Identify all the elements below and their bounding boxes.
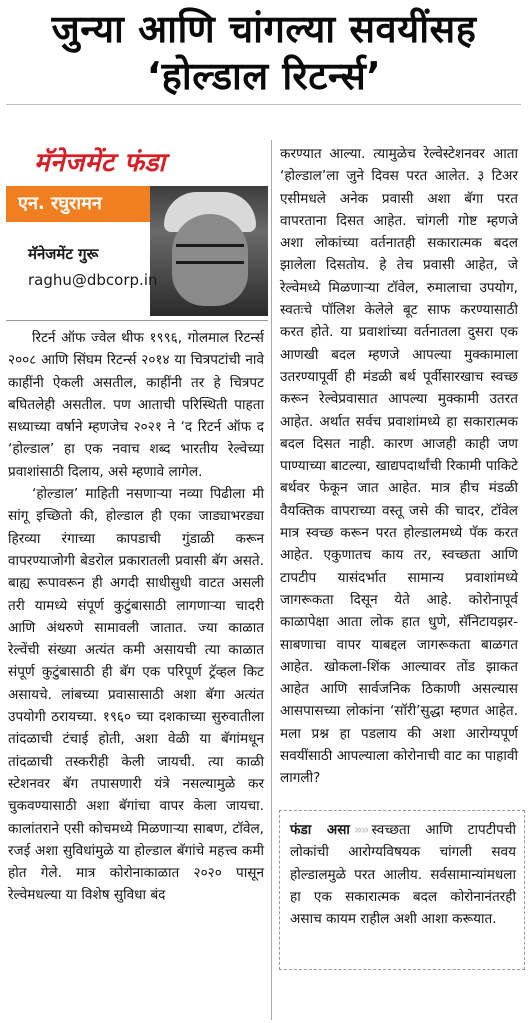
- body-paragraph: ‘होल्डाल’ माहिती नसणाऱ्या नव्या पिढीला मी सांगू इच्छितो की, होल्डाल ही एका जाड्याभरड्या हिरव्या रंगाच्या कापडाची गुंडाळी करून वापरण्याजोगी बेडरोल प्रकारातली प्रवासी बॅग असते. बाह्य रूपावरून ही अगदी साधीसुधी वाटत असली तरी यामध्ये संपूर्ण कुटुंबासाठी लागणाऱ्या चादरी आणि अंथरुणे सामावली जातात. ज्या काळात रेल्वेंची संख्या अत्यंत कमी असायची त्या काळात संपूर्ण कुटुंबासाठी ही बॅग एक परिपूर्ण ट्रॅव्हल किट असायचे. लांबच्या प्रवासासाठी अशा बॅगा अत्यंत उपयोगी ठरायच्या. १९६० च्या दशकाच्या सुरुवातीला तांदळाची टंचाई होती, अशा वेळी या बॅगांमधून तांदळाची तस्करीही केली जायची. त्या काळी स्टेशनवर बॅग तपासणारी यंत्रे नसल्यामुळे कर चुकवण्यासाठी अशा बॅगांचा वापर केला जायचा. कालांतराने एसी कोचमध्ये मिळणाऱ्या साबण, टॉवेल, रजई अशा सुविधांमुळे या होल्डाल बॅगांचे महत्त्व कमी होत गेले. मात्र कोरोनाकाळात २०२० पासून रेल्वेमधल्या या विशेष सुविधा बंद: [8, 486, 264, 904]
- author-role: मॅनेजमेंट गुरू: [28, 245, 99, 263]
- headline-line-2: ‘होल्डाल रिटर्न्स’: [146, 54, 382, 98]
- right-column: [278, 143, 522, 790]
- funda-box-label: फंडा असा: [290, 822, 350, 838]
- column-divider: [271, 140, 272, 1020]
- body-paragraph: रिटर्न ऑफ ज्वेल थीफ १९९६, गोलमाल रिटर्न्स २००८ आणि सिंघम रिटर्न्स २०१४ या चित्रपटांची नावे काहींनी ऐकली असतील, काहींनी तर हे चित्रपट बघितलेही असतील. पण आताची परिस्थिती पाहता सध्याच्या वर्षाने म्हणजेच २०२१ ने ‘द रिटर्न ऑफ द ‘होल्डाल’ हा एक नवाच शब्द भारतीय रेल्वेच्या प्रवाशांसाठी दिलाय, असे म्हणावे लागेल.: [8, 330, 264, 480]
- author-photo: [150, 186, 268, 316]
- body-paragraph: करण्यात आल्या. त्यामुळेच रेल्वेस्टेशनवर आता ‘होल्डाल’ला जुने दिवस परत आलेत. ३ टिअर एसीमधले अनेक प्रवासी अशा बॅगा परत वापरताना दिसत आहेत. चांगली गोष्ट म्हणजे अशा लोकांच्या वर्तनातही सकारात्मक बदल झालेला दिसतोय. हे तेच प्रवासी आहेत, जे रेल्वेमध्ये मिळणाऱ्या टॉवेल, रुमालाचा उपयोग, स्वतःचे पॉलिश केलेले बूट साफ करण्यासाठी करत होते. या प्रवाशांच्या वर्तनातला दुसरा एक आणखी बदल म्हणजे आपल्या मुक्कामाला उतरण्यापूर्वी ही मंडळी बर्थ पूर्वीसारखाच स्वच्छ करून रेल्वेप्रवासात आपल्या मुक्कामी उतरत आहेत. अर्थात सर्वच प्रवाशांमध्ये हा सकारात्मक बदल दिसत नाही. कारण आजही काही जण पाण्याच्या बाटल्या, खाद्यपदार्थांची रिकामी पाकिटे बर्थवर फेकून जात आहेत. मात्र हीच मंडळी वैयक्तिक वापराच्या वस्तू जसे की चादर, टॉवेल मात्र स्वच्छ करून परत होल्डालमध्ये पॅक करत आहेत. एकुणातच काय तर, स्वच्छता आणि टापटीप यासंदर्भात सामान्य प्रवाशांमध्ये जागरूकता दिसून येते आहे. कोरोनापूर्व काळापेक्षा आता लोक हात धुणे, सॅनिटायझर-साबणाचा वापर याबद्दल जागरूकता बाळगत आहेत. खोकला-शिंक आल्यावर तोंड झाकत आहेत आणि सार्वजनिक ठिकाणी असल्यास आसपासच्या लोकांना ‘सॉरी’सुद्धा म्हणत आहेत. मला प्रश्न हा पडलाय की अशा आरोग्यपूर्ण सवयींसाठी आपल्याला कोरोनाची वाट का पाहावी लागली?: [280, 146, 518, 787]
- right-body-text: [278, 143, 522, 790]
- author-email: raghu@dbcorp.in: [28, 271, 158, 289]
- double-chevron-icon: »»: [353, 822, 368, 838]
- funda-box-text: स्वच्छता आणि टापटीपची लोकांची आरोग्यविषयक चांगली सवय होल्डालमुळे परत आलीय. सर्वसामान्यांमधला हा एक सकारात्मक बदल कोरोनानंतरही असाच कायम राहील अशी आशा करूयात.: [290, 822, 516, 928]
- funda-box: [279, 810, 525, 970]
- author-block: [6, 186, 268, 321]
- author-name: एन. रघुरामन: [18, 193, 102, 214]
- funda-box-content: [280, 811, 524, 930]
- left-column: [6, 140, 268, 907]
- left-body-text: [6, 327, 268, 907]
- headline-rule: [6, 104, 521, 105]
- section-label: मॅनेजमेंट फंडा: [34, 148, 166, 178]
- headline-line-1: जुन्या आणि चांगल्या सवयींसह: [51, 7, 477, 51]
